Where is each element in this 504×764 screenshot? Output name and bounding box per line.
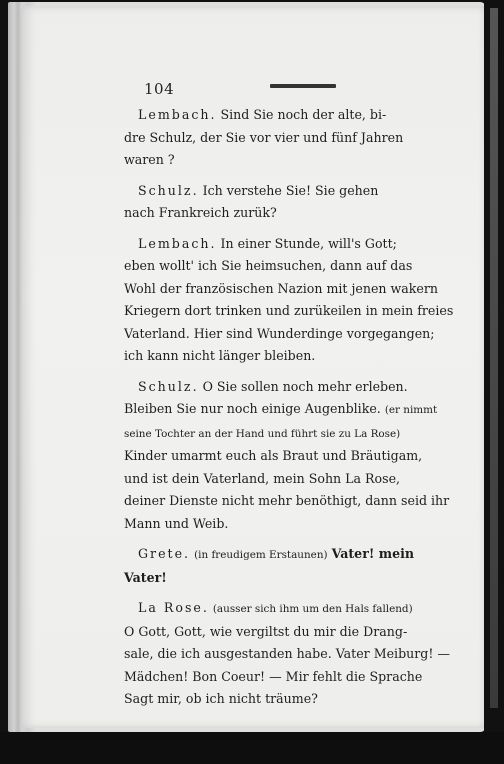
text-line	[124, 323, 435, 346]
line-text: O Gott, Gott, wie vergiltst du mir die Drang-	[124, 623, 408, 639]
line-text: Ich verstehe Sie! Sie gehen	[202, 182, 379, 198]
stage-direction: (ausser sich ihm um den Hals fallend)	[212, 603, 413, 615]
text-line	[124, 233, 432, 256]
text-line	[124, 149, 432, 172]
right-binding-shadow	[484, 0, 504, 764]
line-text: Vater! mein	[331, 546, 415, 561]
line-text: Vater!	[124, 569, 167, 585]
bottom-background	[0, 732, 504, 764]
text-line	[124, 643, 450, 666]
text-line	[124, 278, 439, 301]
speaker-name: Lembach.	[138, 235, 217, 251]
text-line	[124, 300, 454, 323]
text-line	[124, 398, 438, 422]
text-line	[124, 490, 450, 513]
text-line	[124, 104, 432, 127]
page-number: 104	[144, 80, 175, 98]
line-text: Kinder umarmt euch als Braut und Bräutigam,	[124, 448, 423, 463]
line-text: In einer Stunde, will's Gott;	[220, 235, 397, 251]
text-line	[124, 255, 432, 278]
text-line	[124, 666, 432, 689]
text-line	[124, 597, 432, 621]
text-line	[124, 422, 432, 446]
text-line	[124, 688, 432, 711]
text-line	[124, 376, 432, 399]
line-text: deiner Dienste nicht mehr benöthigt, dann seid ihr	[124, 493, 450, 508]
text-line	[124, 513, 432, 536]
speaker-name: Lembach.	[138, 107, 217, 122]
binding-strip	[490, 8, 498, 708]
speaker-name: La Rose.	[138, 600, 209, 615]
line-text: Vaterland. Hier sind Wunderdinge vorgegangen;	[124, 325, 435, 341]
line-text: Wohl der französischen Nazion mit jenen wakern	[124, 280, 439, 296]
speaker-name: Grete.	[138, 546, 191, 561]
speaker-name: Schulz.	[138, 378, 199, 394]
line-text: Sagt mir, ob ich nicht träume?	[124, 691, 318, 706]
line-text: O Sie sollen noch mehr erleben.	[202, 378, 408, 394]
play-text	[124, 104, 454, 711]
line-text: waren ?	[124, 152, 175, 167]
line-text: ich kann nicht länger bleiben.	[124, 348, 316, 363]
line-text: Mädchen! Bon Coeur! — Mir fehlt die Sprache	[124, 668, 423, 684]
stage-direction: seine Tochter an der Hand und führt sie zu La Rose)	[124, 427, 401, 440]
text-line	[124, 543, 432, 567]
line-text: Sind Sie noch der alte, bi-	[220, 107, 387, 122]
text-line	[124, 127, 432, 150]
line-text: und ist dein Vaterland, mein Sohn La Rose,	[124, 470, 401, 486]
text-line	[124, 621, 432, 644]
header-ornament-rule	[270, 84, 336, 88]
stage-direction: (in freudigem Erstaunen)	[194, 549, 328, 561]
line-text: nach Frankreich zurük?	[124, 205, 277, 220]
speaker-name: Schulz.	[138, 182, 199, 198]
text-line	[124, 345, 432, 368]
line-text: Kriegern dort trinken und zurükeilen in mein freies	[124, 303, 454, 318]
text-line	[124, 202, 432, 225]
stage-direction: (er nimmt	[384, 404, 438, 416]
text-line	[124, 567, 432, 590]
text-line	[124, 468, 432, 491]
line-text: Mann und Weib.	[124, 515, 229, 531]
line-text: sale, die ich ausgestanden habe. Vater Meiburg! —	[124, 646, 450, 661]
line-text: dre Schulz, der Sie vor vier und fünf Jahren	[124, 129, 404, 145]
line-text: eben wollt' ich Sie heimsuchen, dann auf das	[124, 258, 413, 273]
line-text: Bleiben Sie nur noch einige Augenblike.	[124, 401, 381, 416]
text-line	[124, 180, 432, 203]
text-line	[124, 445, 432, 468]
